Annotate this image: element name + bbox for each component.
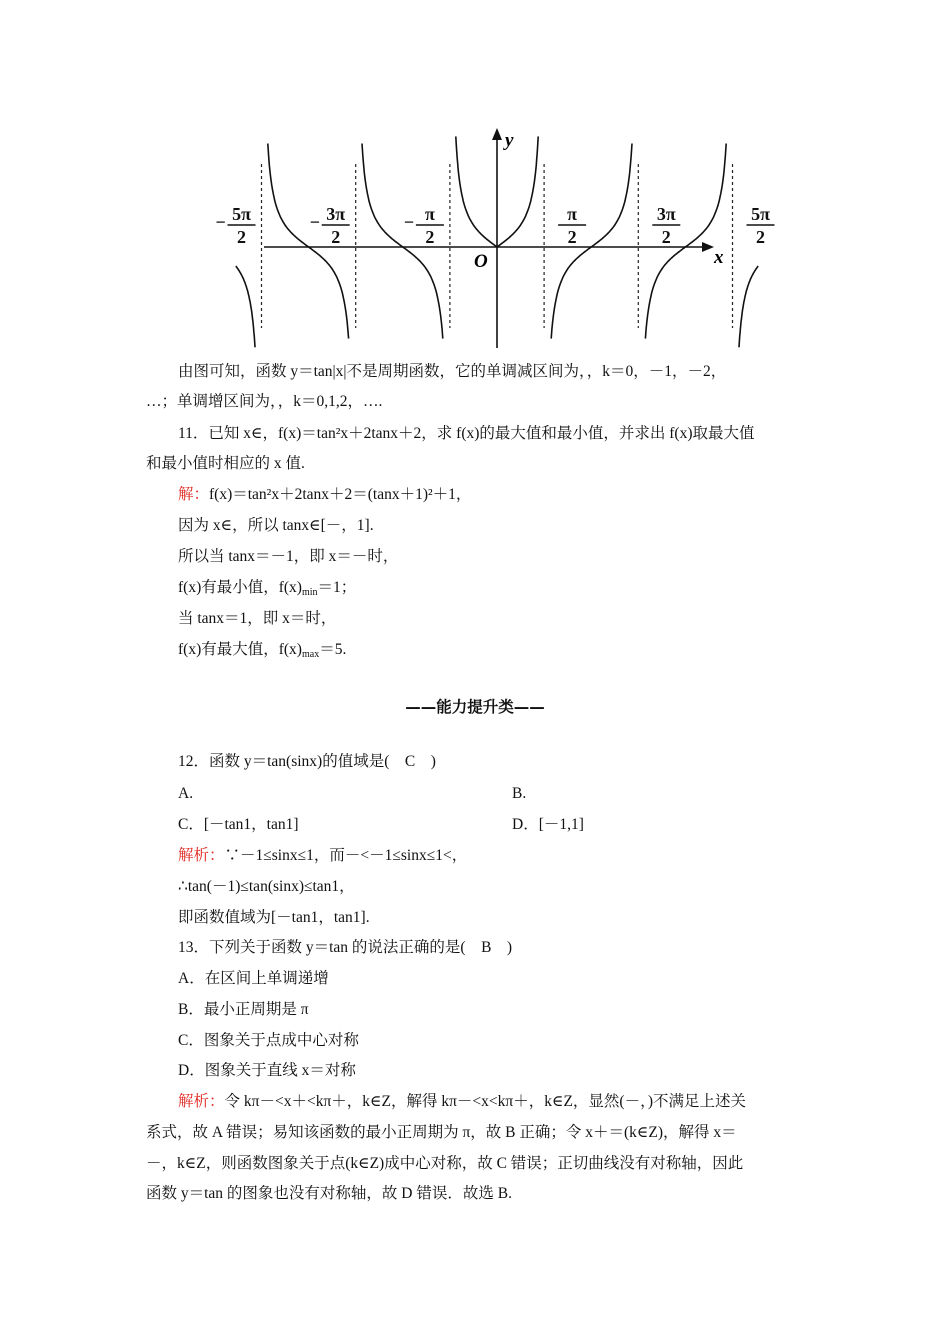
solution-text-6a: f(x)有最大值，f(x) bbox=[178, 641, 302, 658]
y-axis-label: y bbox=[505, 130, 514, 151]
tan-curve-branch bbox=[456, 136, 497, 246]
tick-label bbox=[747, 204, 775, 247]
max-subscript: max bbox=[301, 649, 320, 660]
tick-label bbox=[558, 204, 586, 247]
tick-denominator: 2 bbox=[237, 227, 246, 247]
question-13-option-b: B．最小正周期是 π bbox=[178, 1001, 309, 1018]
solution-line-2: 因为 x∈，所以 tanx∈[－，1]. bbox=[178, 517, 374, 534]
question-12-option-d: D．[－1,1] bbox=[512, 816, 584, 833]
question-11-line-2: 和最小值时相应的 x 值. bbox=[146, 455, 305, 472]
tan-curve-branch bbox=[497, 136, 538, 246]
question-12-option-a: A. bbox=[178, 785, 194, 802]
analysis-13-line-4: 函数 y＝tan 的图象也没有对称轴，故 D 错误．故选 B. bbox=[146, 1185, 512, 1202]
tick-label bbox=[310, 204, 350, 247]
question-13: 13．下列关于函数 y＝tan 的说法正确的是( B ) bbox=[178, 939, 513, 956]
solution-line-4 bbox=[178, 578, 356, 603]
question-12-option-b: B. bbox=[512, 785, 527, 802]
tick-sign: − bbox=[215, 212, 226, 232]
x-axis-arrow bbox=[702, 242, 714, 252]
analysis-13-line-3: －，k∈Z，则函数图象关于点(k∈Z)成中心对称，故 C 错误；正切曲线没有对称轴，因此 bbox=[146, 1155, 744, 1172]
graph-svg bbox=[215, 126, 770, 352]
tick-numerator: 3π bbox=[656, 204, 676, 224]
solution-text-1: f(x)＝tan²x＋2tanx＋2＝(tanx＋1)²＋1， bbox=[209, 486, 472, 503]
min-subscript: min bbox=[301, 587, 318, 598]
tick-denominator: 2 bbox=[567, 227, 577, 247]
question-13-option-a: A．在区间上单调递增 bbox=[178, 970, 329, 987]
tan-curve-branch bbox=[645, 144, 726, 339]
question-12: 12．函数 y＝tan(sinx)的值域是( C ) bbox=[178, 753, 436, 770]
solution-line-1 bbox=[178, 485, 471, 505]
tick-numerator: π bbox=[567, 204, 578, 224]
tick-numerator: π bbox=[424, 204, 435, 224]
tan-abs-graph bbox=[215, 126, 770, 352]
solution-text-6b: ＝5. bbox=[319, 641, 347, 658]
tick-numerator: 5π bbox=[751, 204, 770, 224]
solution-text-4b: ＝1； bbox=[317, 579, 357, 596]
question-13-option-c: C．图象关于点成中心对称 bbox=[178, 1032, 359, 1049]
solution-line-5: 当 tanx＝1，即 x＝时， bbox=[178, 610, 337, 627]
tan-curve-branch bbox=[739, 266, 758, 347]
question-12-option-c: C．[－tan1，tan1] bbox=[178, 816, 299, 833]
solution-text-4a: f(x)有最小值，f(x) bbox=[178, 579, 302, 596]
x-axis-label: x bbox=[714, 247, 724, 268]
section-heading: ——能力提升类—— bbox=[405, 698, 545, 716]
solution-line-3: 所以当 tanx＝－1，即 x＝－时， bbox=[178, 548, 399, 565]
tick-numerator: 5π bbox=[232, 204, 251, 224]
analysis-12-text-1: ∵－1≤sinx≤1，而－<－1≤sinx≤1<， bbox=[224, 847, 468, 864]
analysis-13-text-1: 令 kπ－<x＋<kπ＋，k∈Z，解得 kπ－<x<kπ＋，k∈Z，显然(－，)不满足上述关 bbox=[224, 1093, 746, 1110]
analysis-12-line-2: ∴tan(－1)≤tan(sinx)≤tan1， bbox=[178, 878, 355, 895]
tick-sign: − bbox=[309, 212, 320, 232]
tick-label bbox=[216, 204, 256, 247]
tick-denominator: 2 bbox=[331, 227, 341, 247]
tan-curve-branch bbox=[236, 266, 255, 347]
analysis-12-line-3: 即函数值域为[－tan1，tan1]. bbox=[178, 909, 370, 926]
tick-sign: − bbox=[403, 212, 415, 232]
tick-numerator: 3π bbox=[326, 204, 346, 224]
y-axis-arrow bbox=[492, 128, 502, 140]
question-13-option-d: D．图象关于直线 x＝对称 bbox=[178, 1062, 356, 1079]
solution-line-6 bbox=[178, 640, 346, 665]
tick-denominator: 2 bbox=[756, 227, 765, 247]
solution-label: 解： bbox=[178, 486, 210, 503]
analysis-12-line-1 bbox=[178, 846, 467, 866]
tick-label bbox=[652, 204, 680, 247]
text-line-2: …；单调增区间为，，k＝0,1,2，…. bbox=[146, 393, 383, 410]
analysis-13-line-1 bbox=[178, 1092, 746, 1112]
tan-curve-branch bbox=[551, 144, 632, 339]
origin-label: O bbox=[474, 251, 488, 272]
analysis-13-line-2: 系式，故 A 错误；易知该函数的最小正周期为 π，故 B 正确；令 x＋＝(k∈Z)，解得 x＝ bbox=[146, 1124, 737, 1141]
analysis-label: 解析： bbox=[178, 847, 225, 864]
tick-denominator: 2 bbox=[425, 227, 435, 247]
text-line-1: 由图可知，函数 y＝tan|x|不是周期函数，它的单调减区间为，，k＝0，－1，－2， bbox=[178, 363, 727, 380]
tick-label bbox=[404, 204, 444, 247]
tick-denominator: 2 bbox=[661, 227, 671, 247]
question-11-line-1: 11．已知 x∈，f(x)＝tan²x＋2tanx＋2，求 f(x)的最大值和最小值，并求出 f(x)取最大值 bbox=[178, 425, 755, 442]
analysis-13-label: 解析： bbox=[178, 1093, 225, 1110]
